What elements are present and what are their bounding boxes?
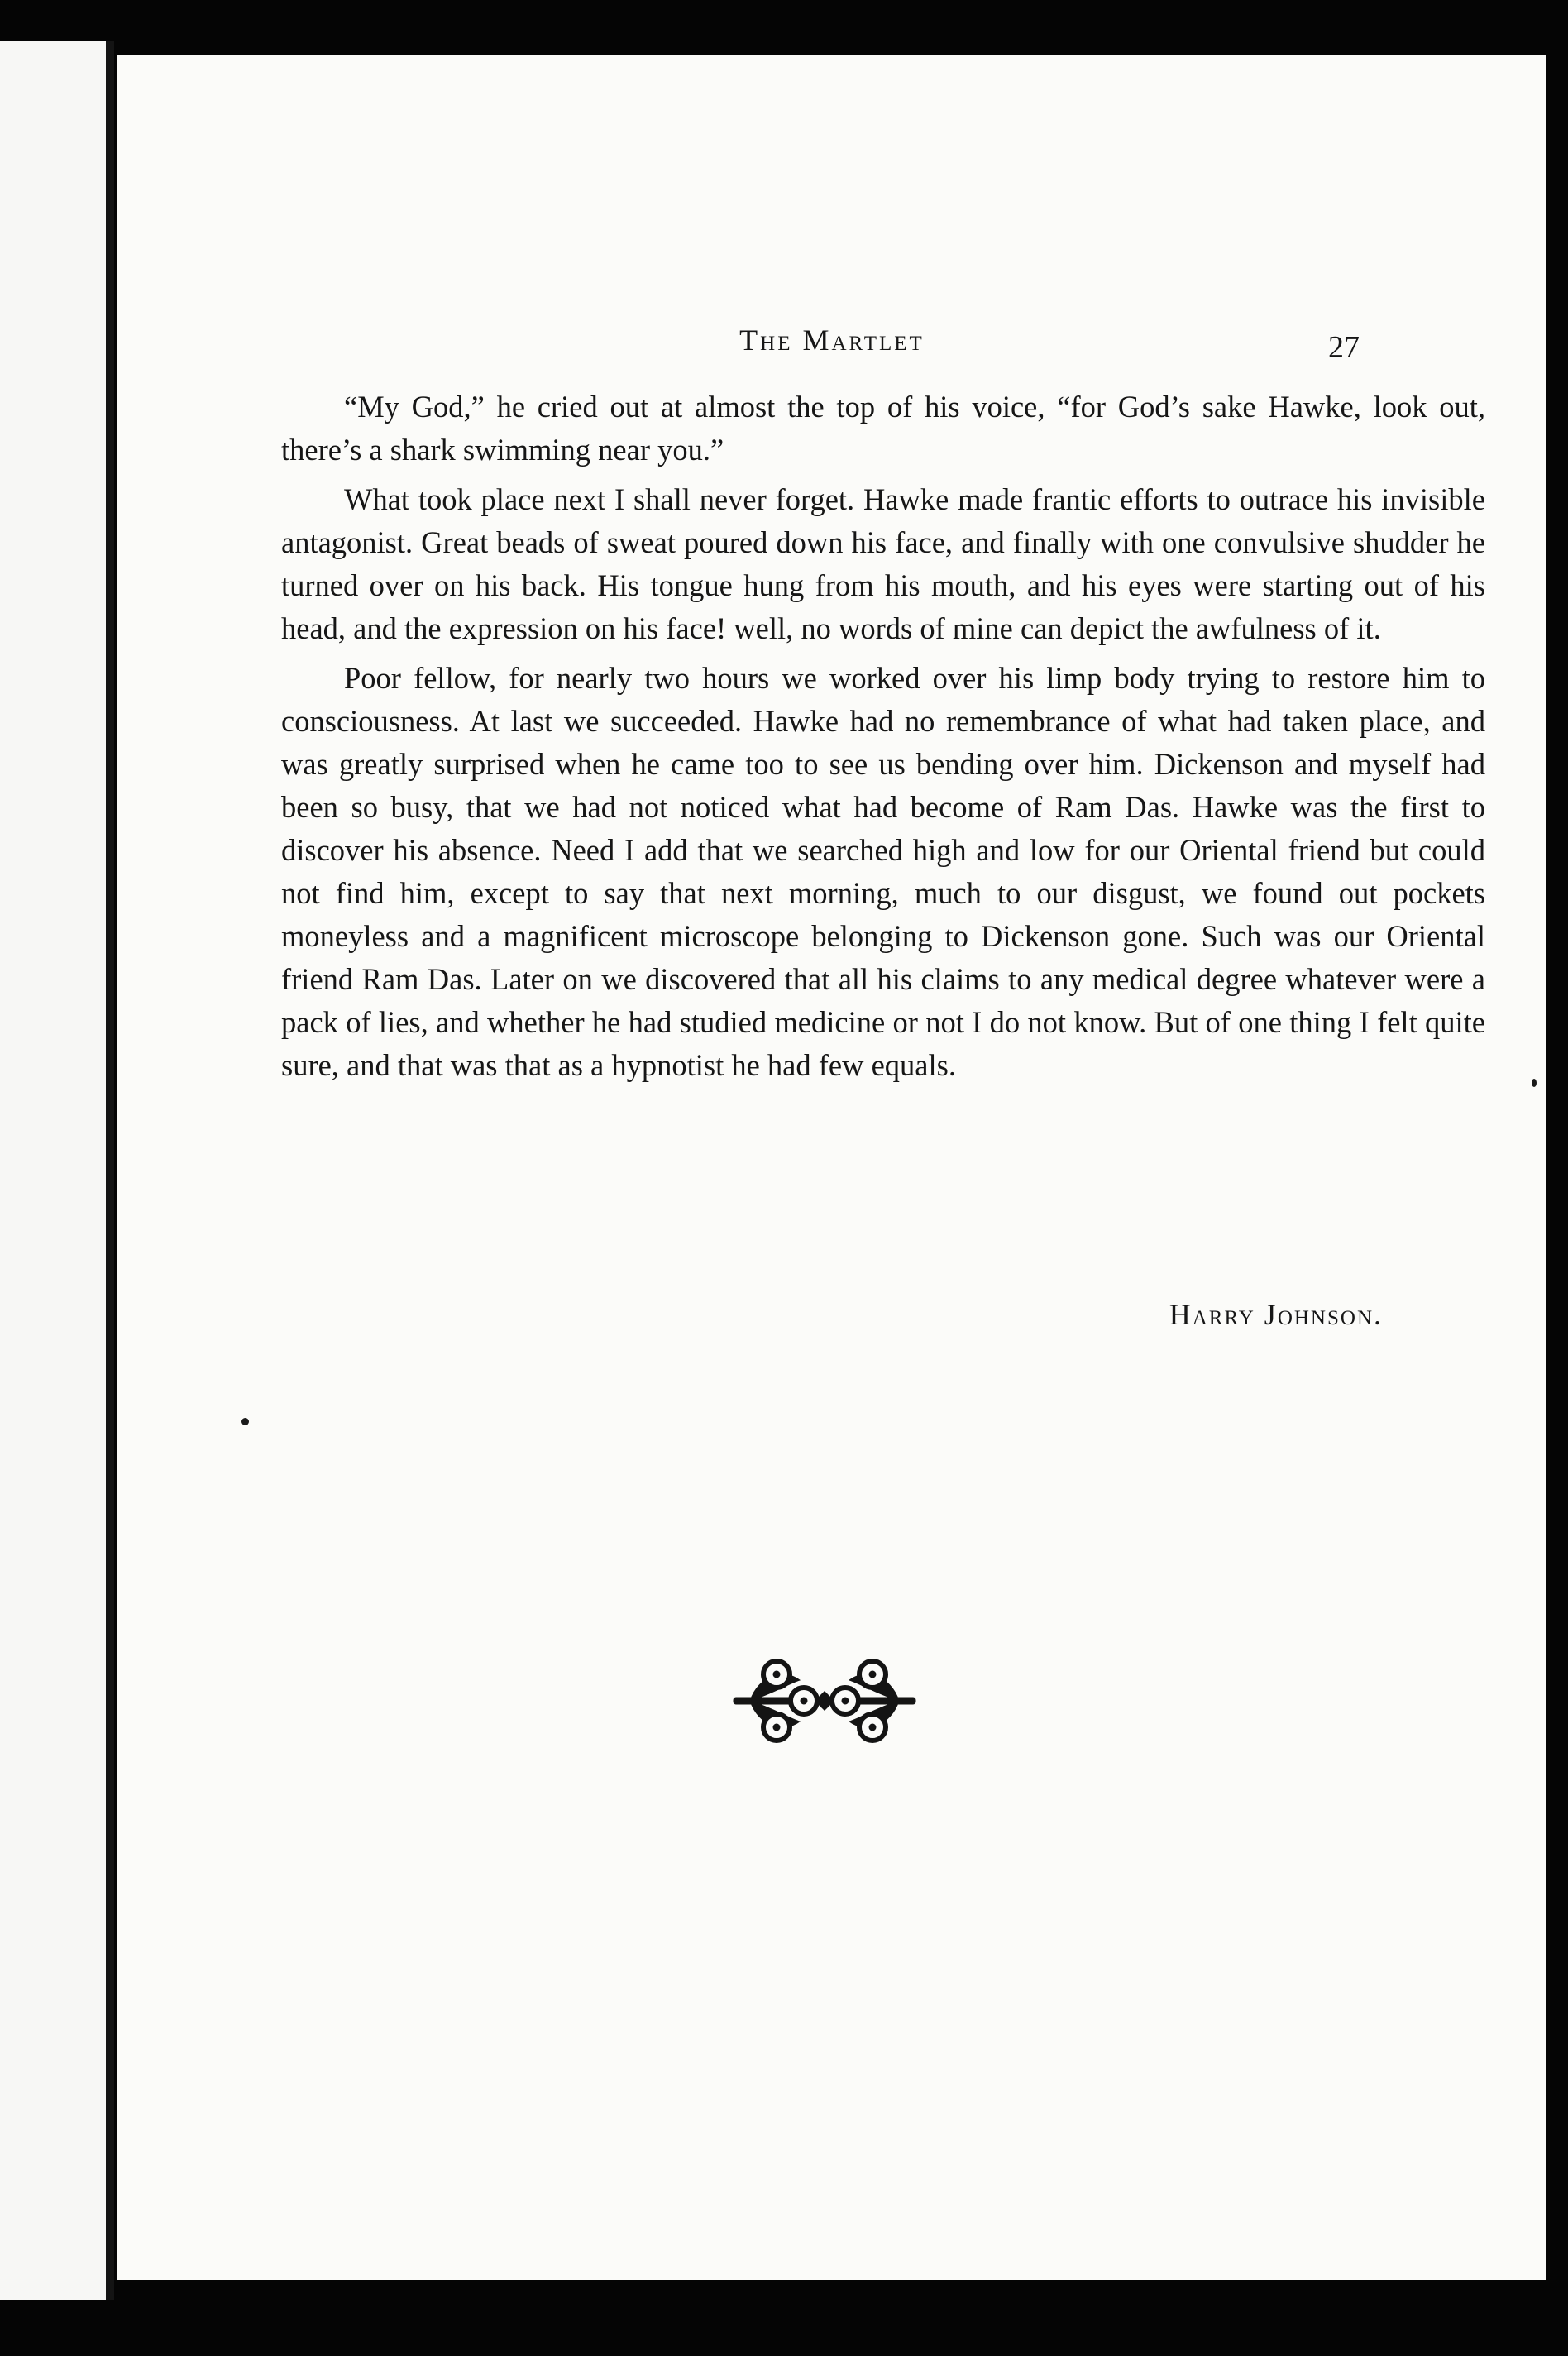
page-number: 27: [1328, 330, 1360, 365]
facing-page-edge: [0, 41, 114, 2300]
paragraph: Poor fellow, for nearly two hours we worked over his limp body trying to restore him to consciousness. At last we succeeded. Hawke had no remembrance of what had taken place, and was greatly surprised when he came too to see us bending over him. Dickenson and myself had been so busy, that we had not noticed what had become of Ram Das. Hawke was the first to discover his absence. Need I add that we searched high and low for our Oriental friend but could not find him, except to say that next morning, much to our disgust, we found out pockets moneyless and a magnificent microscope belonging to Dickenson gone. Such was our Oriental friend Ram Das. Later on we discovered that all his claims to any medical degree whatever were a pack of lies, and whether he had studied medicine or not I do not know. But of one thing I felt quite sure, and that was that as a hypnotist he had few equals.: [281, 661, 1485, 1082]
book-page: [117, 55, 1546, 2280]
ink-speck: [1532, 1079, 1537, 1087]
paragraph: “My God,” he cried out at almost the top of his voice, “for God’s sake Hawke, look out, there’s a shark swimming near you.”: [281, 390, 1485, 467]
ink-speck: [241, 1418, 249, 1425]
running-title: The Martlet: [739, 323, 925, 357]
author-signature: Harry Johnson.: [1169, 1298, 1383, 1331]
floral-ornament-icon: [725, 1651, 924, 1750]
paragraph: What took place next I shall never forget. Hawke made frantic efforts to outrace his invisible antagonist. Great beads of sweat poured down his face, and finally with one convulsive shudder he turned over on his back. His tongue hung from his mouth, and his eyes were starting out of his head, and the expression on his face! well, no words of mine can depict the awfulness of it.: [281, 482, 1485, 645]
story-text: [281, 385, 1485, 1094]
